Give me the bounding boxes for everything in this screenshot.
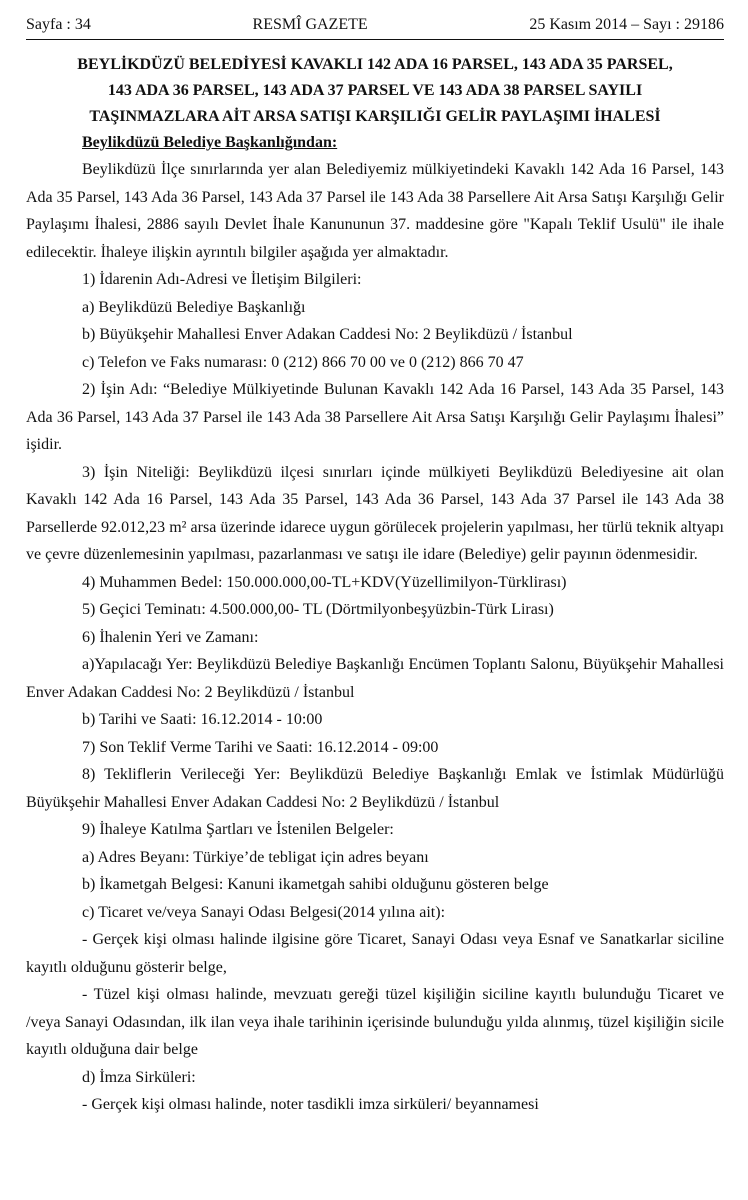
list-item: - Gerçek kişi olması halinde, noter tasdikli imza sirküleri/ beyannamesi [82,1096,539,1113]
issuing-authority: Beylikdüzü Belediye Başkanlığından: [82,134,338,151]
section-heading: 4) Muhammen Bedel: 150.000.000,00-TL+KDV(Yüzellimilyon-Türklirası) [82,573,567,591]
list-item: d) İmza Sirküleri: [82,1068,196,1086]
intro-paragraph: Beylikdüzü İlçe sınırlarında yer alan Belediyemiz mülkiyetindeki Kavaklı 142 Ada 16 Parsel, 143 Ada 35 Parsel, 143 Ada 36 Parsel, 143 Ada 37 Parsel ile 143 Ada 38 Parsellere Ait Arsa Satışı Karşılığı Gelir Paylaşımı İhalesi, 2886 sayılı Devlet İhale Kanununun 37. maddesine göre "Kapalı Teklif Usulü" ile ihale edilecektir. İhaleye ilişkin ayrıntılı bilgiler aşağıda yer almaktadır. [26,161,724,261]
list-item: a)Yapılacağı Yer: Beylikdüzü Belediye Başkanlığı Encümen Toplantı Salonu, Büyükşehir Mahallesi Enver Adakan Caddesi No: 2 Beylikdüzü / İstanbul [26,656,724,701]
list-item: c) Telefon ve Faks numarası: 0 (212) 866 70 00 ve 0 (212) 866 70 47 [82,353,524,371]
title-line: 143 ADA 36 PARSEL, 143 ADA 37 PARSEL VE 143 ADA 38 PARSEL SAYILI [107,82,643,99]
title-line: TAŞINMAZLARA AİT ARSA SATIŞI KARŞILIĞI GELİR PAYLAŞIMI İHALESİ [89,108,661,125]
issue-date: 25 Kasım 2014 – Sayı : 29186 [529,16,724,33]
section-heading: 5) Geçici Teminatı: 4.500.000,00- TL (Dörtmilyonbeşyüzbin-Türk Lirası) [82,601,554,618]
page-header [26,16,724,40]
section-heading: 9) İhaleye Katılma Şartları ve İstenilen Belgeler: [82,821,394,838]
list-item: a) Adres Beyanı: Türkiye’de tebligat için adres beyanı [82,848,429,866]
list-item: b) Büyükşehir Mahallesi Enver Adakan Caddesi No: 2 Beylikdüzü / İstanbul [82,326,573,343]
announcement-body [26,156,724,1119]
list-item: c) Ticaret ve/veya Sanayi Odası Belgesi(2014 yılına ait): [82,903,446,921]
section-paragraph: 8) Tekliflerin Verileceği Yer: Beylikdüzü Belediye Başkanlığı Emlak ve İstimlak Müdürlüğü Büyükşehir Mahallesi Enver Adakan Caddesi No: 2 Beylikdüzü / İstanbul [26,766,724,811]
title-line: BEYLİKDÜZÜ BELEDİYESİ KAVAKLI 142 ADA 16 PARSEL, 143 ADA 35 PARSEL, [77,56,673,73]
list-item: - Gerçek kişi olması halinde ilgisine göre Ticaret, Sanayi Odası veya Esnaf ve Sanatkarlar siciline kayıtlı olduğunu gösterir belge, [26,931,724,976]
gazette-page [26,16,724,1119]
list-item: b) Tarihi ve Saati: 16.12.2014 - 10:00 [82,711,323,728]
list-item: a) Beylikdüzü Belediye Başkanlığı [82,298,306,316]
announcement-title [26,52,724,130]
section-heading: 6) İhalenin Yeri ve Zamanı: [82,628,259,646]
section-heading: 1) İdarenin Adı-Adresi ve İletişim Bilgileri: [82,271,362,288]
section-heading: 7) Son Teklif Verme Tarihi ve Saati: 16.12.2014 - 09:00 [82,738,439,756]
section-paragraph: 2) İşin Adı: “Belediye Mülkiyetinde Bulunan Kavaklı 142 Ada 16 Parsel, 143 Ada 35 Parsel, 143 Ada 36 Parsel, 143 Ada 37 Parsel ile 143 Ada 38 Parsellere Ait Arsa Satışı Karşılığı Gelir Paylaşımı İhalesi” işidir. [26,381,724,453]
gazette-name: RESMÎ GAZETE [252,16,368,33]
list-item: b) İkametgah Belgesi: Kanuni ikametgah sahibi olduğunu gösteren belge [82,876,549,893]
section-paragraph: 3) İşin Niteliği: Beylikdüzü ilçesi sınırları içinde mülkiyeti Beylikdüzü Belediyesine ait olan Kavaklı 142 Ada 16 Parsel, 143 Ada 35 Parsel, 143 Ada 36 Parsel, 143 Ada 37 Parsel ile 143 Ada 38 Parsellerde 92.012,23 m² arsa üzerinde idarece uygun görülecek projelerin yapılması, her türlü teknik altyapı ve çevre düzenlemesinin yapılması, pazarlanması ve satışı ile idare (Belediye) gelir payının ödenmesidir. [26,463,724,563]
list-item: - Tüzel kişi olması halinde, mevzuatı gereği tüzel kişiliğin siciline kayıtlı bulunduğu Ticaret ve /veya Sanayi Odasından, ilk ilan veya ihale tarihinin içerisinde bulunduğu yılda alınmış, tüzel kişiliğin sicile kayıtlı olduğuna dair belge [26,986,724,1058]
page-number: Sayfa : 34 [26,16,91,33]
